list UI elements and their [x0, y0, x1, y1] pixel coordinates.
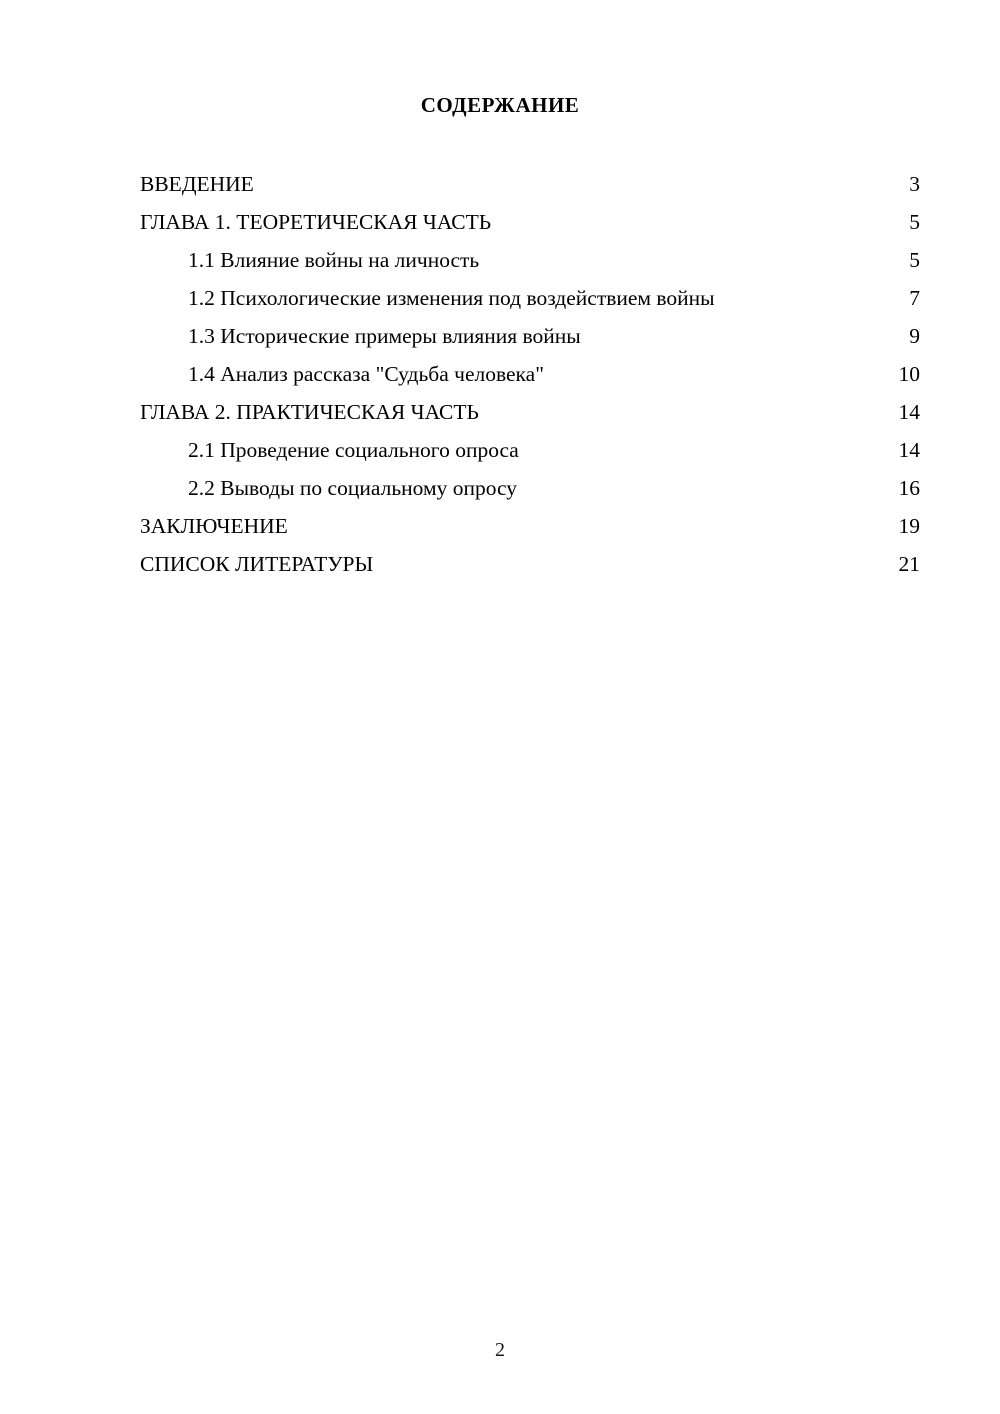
- toc-entry-label: 1.1 Влияние войны на личность: [188, 248, 480, 272]
- toc-entry[interactable]: [140, 241, 920, 279]
- toc-entry-label: ГЛАВА 1. ТЕОРЕТИЧЕСКАЯ ЧАСТЬ: [140, 210, 492, 234]
- toc-entry-page-number: 21: [898, 552, 920, 576]
- toc-entry[interactable]: [140, 355, 920, 393]
- toc-entry-page-number: 14: [898, 400, 920, 424]
- toc-entry-page-number: 19: [898, 514, 920, 538]
- toc-entry-page-number: 5: [909, 210, 920, 234]
- toc-entry-label: ВВЕДЕНИЕ: [140, 172, 254, 196]
- toc-entry[interactable]: [140, 279, 920, 317]
- toc-entry-label: 2.2 Выводы по социальному опросу: [188, 476, 518, 500]
- toc-entry-label: 1.4 Анализ рассказа "Судьба человека": [188, 362, 544, 386]
- toc-entry[interactable]: [140, 507, 920, 545]
- toc-entry[interactable]: [140, 431, 920, 469]
- toc-entry-label: ГЛАВА 2. ПРАКТИЧЕСКАЯ ЧАСТЬ: [140, 400, 479, 424]
- toc-entry-page-number: 9: [909, 324, 920, 348]
- toc-entry[interactable]: [140, 393, 920, 431]
- toc-entry[interactable]: [140, 545, 920, 583]
- toc-entry[interactable]: [140, 165, 920, 203]
- toc-entry[interactable]: [140, 317, 920, 355]
- toc-entry-label: 1.3 Исторические примеры влияния войны: [188, 324, 581, 348]
- toc-entry-page-number: 3: [909, 172, 920, 196]
- toc-entry-page-number: 16: [898, 476, 920, 500]
- footer-page-number: 2: [495, 1339, 505, 1361]
- toc-entry-label: ЗАКЛЮЧЕНИЕ: [140, 514, 288, 538]
- toc-entry[interactable]: [140, 203, 920, 241]
- toc-entry-page-number: 14: [898, 438, 920, 462]
- toc-entry-label: 1.2 Психологические изменения под воздействием войны: [188, 286, 715, 310]
- page-title: СОДЕРЖАНИЕ: [420, 93, 580, 117]
- toc-entry[interactable]: [140, 469, 920, 507]
- toc-entry-label: 2.1 Проведение социального опроса: [188, 438, 519, 462]
- table-of-contents: [140, 165, 920, 583]
- toc-entry-page-number: 10: [898, 362, 920, 386]
- toc-entry-page-number: 7: [909, 286, 920, 310]
- toc-entry-label: СПИСОК ЛИТЕРАТУРЫ: [140, 552, 374, 576]
- toc-entry-page-number: 5: [909, 248, 920, 272]
